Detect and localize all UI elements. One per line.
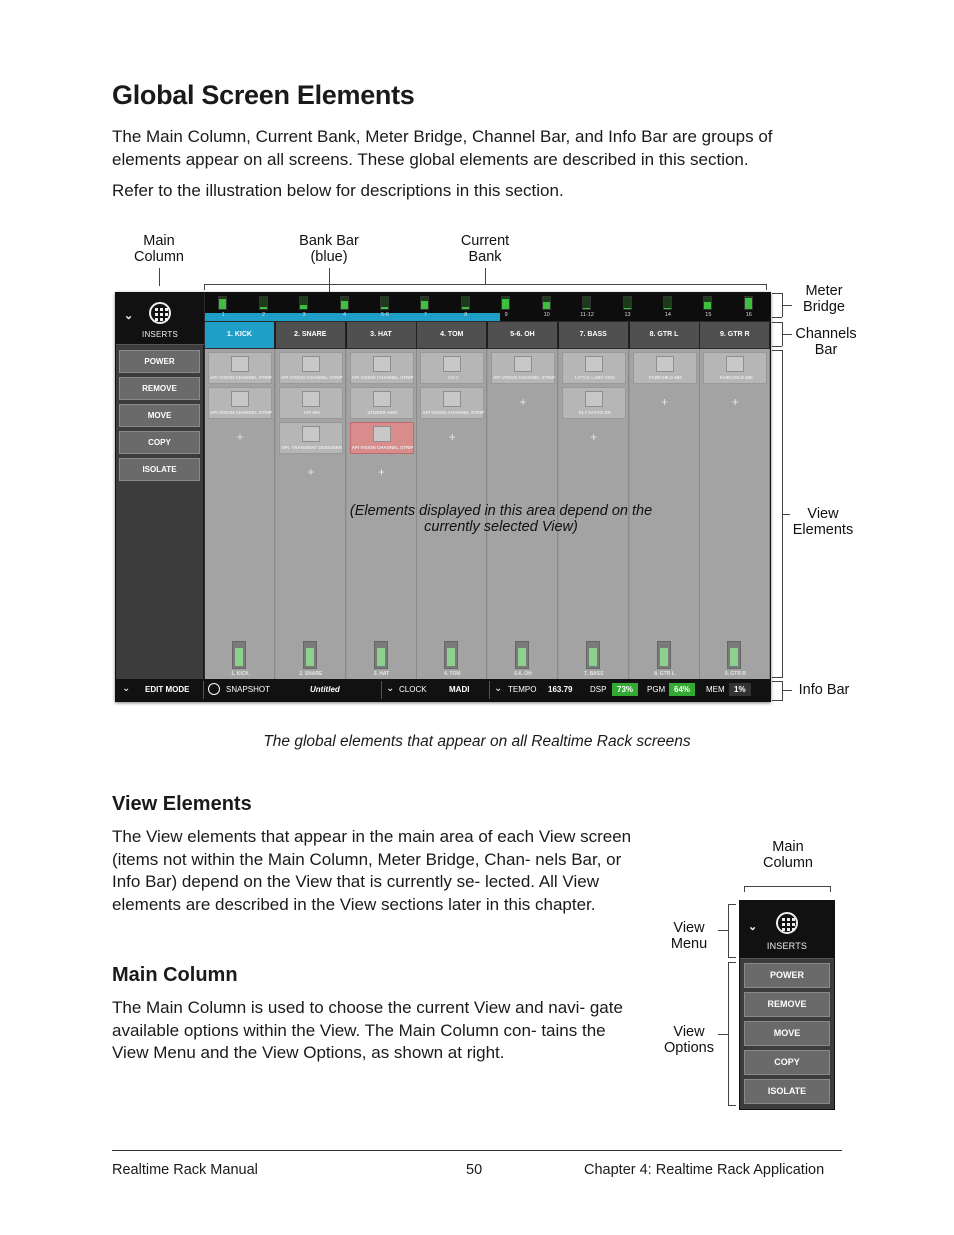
- fader-label: 2. SNARE: [299, 671, 323, 677]
- callout-channels-bar: Channels Bar: [795, 326, 857, 358]
- meter-number: 10: [543, 312, 550, 318]
- plus-icon: +: [590, 430, 598, 444]
- plugin-label: EL7 FATSO SR: [578, 410, 611, 415]
- empty-insert-slot[interactable]: [562, 422, 626, 454]
- channel-tab[interactable]: 9. GTR R: [700, 322, 770, 348]
- meter-number: 7: [423, 312, 427, 318]
- channel-fader[interactable]: [657, 641, 671, 669]
- meter-number: 5-6: [380, 312, 389, 318]
- meter-number: 13: [624, 312, 631, 318]
- channel-fader[interactable]: [232, 641, 246, 669]
- fader-label: 7. BASS: [584, 671, 604, 677]
- power-button[interactable]: POWER: [119, 350, 200, 373]
- mem-meter: 1%: [729, 683, 751, 696]
- channel-tab[interactable]: 5-6. OH: [488, 322, 558, 348]
- insert-slot[interactable]: [420, 387, 484, 419]
- meter-number: 4: [342, 312, 347, 318]
- view-elements-paragraph: The View elements that appear in the main area of each View screen (items not within the Main Column, Meter Bridge, Chan- nels Bar, or Info Bar) depend on the View that is currently se- lected. All View elements are described in the View sections later in this chapter.: [112, 827, 632, 914]
- plus-icon: +: [307, 465, 315, 479]
- tempo-label: TEMPO: [508, 685, 537, 694]
- intro-paragraph: The Main Column, Current Bank, Meter Bridge, Channel Bar, and Info Bar are groups of elements appear on all screens. These global elements are described in this section.: [112, 127, 773, 169]
- plugin-thumbnail: [231, 391, 249, 407]
- channel-fader[interactable]: [515, 641, 529, 669]
- insert-slot[interactable]: [491, 352, 555, 384]
- main-column-heading: Main Column: [112, 964, 238, 986]
- empty-insert-slot[interactable]: [633, 387, 697, 419]
- realtime-rack-screenshot: [115, 292, 771, 702]
- pgm-label: PGM: [647, 685, 666, 694]
- channel-fader[interactable]: [444, 641, 458, 669]
- pgm-meter: 64%: [669, 683, 695, 696]
- meter-number: 3: [302, 312, 306, 318]
- meter-segment: [340, 296, 349, 310]
- channel-tab[interactable]: 3. HAT: [347, 322, 417, 348]
- callout-main-column-2: Main Column: [763, 839, 813, 871]
- main-column-figure: [739, 900, 835, 1110]
- empty-insert-slot[interactable]: [279, 457, 343, 489]
- meter-segment: [501, 296, 510, 310]
- chevron-down-icon[interactable]: ⌄: [494, 683, 503, 694]
- isolate-button[interactable]: ISOLATE: [119, 458, 200, 481]
- insert-slot[interactable]: [703, 352, 767, 384]
- insert-slot[interactable]: [350, 352, 414, 384]
- plugin-thumbnail: [302, 391, 320, 407]
- meter-number: 8: [464, 312, 468, 318]
- channel-tab[interactable]: 7. BASS: [559, 322, 629, 348]
- fader-label: 1. KICK: [231, 671, 249, 677]
- empty-insert-slot[interactable]: [703, 387, 767, 419]
- callout-view-options: View Options: [664, 1024, 714, 1056]
- view-elements-heading: View Elements: [112, 793, 252, 815]
- chevron-down-icon[interactable]: ⌄: [748, 921, 758, 933]
- plus-icon: +: [236, 430, 244, 444]
- callout-view-elements: View Elements: [792, 506, 854, 538]
- fader-label: 9. GTR R: [724, 671, 746, 677]
- view-area-note: (Elements displayed in this area depend on the currently selected View): [349, 503, 653, 535]
- meter-segment: [380, 296, 389, 310]
- view-grid-icon: [776, 912, 798, 934]
- plus-icon: +: [660, 395, 668, 409]
- insert-slot[interactable]: [350, 387, 414, 419]
- plugin-thumbnail: [514, 356, 532, 372]
- isolate-button[interactable]: ISOLATE: [744, 1079, 830, 1104]
- plugin-label: CS-1: [448, 375, 459, 380]
- meter-number: 15: [705, 312, 712, 318]
- view-menu-label: INSERTS: [766, 941, 808, 951]
- insert-slot[interactable]: [350, 422, 414, 454]
- plugin-thumbnail: [656, 356, 674, 372]
- meter-number: 1: [221, 312, 225, 318]
- chevron-down-icon[interactable]: ⌄: [386, 683, 395, 694]
- tempo-value[interactable]: 163.79: [548, 685, 573, 694]
- plugin-thumbnail: [443, 356, 461, 372]
- insert-slot[interactable]: [633, 352, 697, 384]
- footer-rule: [112, 1150, 842, 1151]
- empty-insert-slot[interactable]: [350, 457, 414, 489]
- meter-segment: [623, 296, 632, 310]
- plugin-label: STUDER A800: [367, 410, 398, 415]
- plugin-thumbnail: [373, 426, 391, 442]
- plugin-label: API VISION CHANNEL STRIP: [280, 375, 343, 380]
- dsp-meter: 73%: [612, 683, 638, 696]
- meter-number: 9: [504, 312, 508, 318]
- footer-chapter: Chapter 4: Realtime Rack Application: [584, 1162, 825, 1178]
- snapshot-value[interactable]: Untitled: [310, 685, 340, 694]
- page-title: Global Screen Elements: [112, 80, 415, 110]
- channel-strip: [700, 349, 770, 679]
- callout-meter-bridge: Meter Bridge: [803, 283, 845, 315]
- meter-number: 11-12: [580, 312, 594, 318]
- main-column: [116, 293, 204, 679]
- meter-number: 16: [745, 312, 752, 318]
- channels-bar: [205, 322, 771, 348]
- footer-page-number: 50: [466, 1162, 483, 1178]
- mem-label: MEM: [706, 685, 725, 694]
- plugin-thumbnail: [302, 426, 320, 442]
- callout-info-bar: Info Bar: [798, 682, 850, 698]
- plugin-label: API VISION CHANNEL STRIP: [493, 375, 555, 380]
- clock-value[interactable]: MADI: [449, 685, 470, 694]
- intro-reference: Refer to the illustration below for descriptions in this section.: [112, 181, 564, 200]
- channel-fader[interactable]: [303, 641, 317, 669]
- plugin-label: FAIRCHILD 660: [649, 375, 682, 380]
- info-bar: [116, 679, 771, 701]
- meter-segment: [299, 296, 308, 310]
- plugin-label: FAIRCHILD 660: [719, 375, 753, 380]
- channel-fader[interactable]: [586, 641, 600, 669]
- plugin-thumbnail: [373, 356, 391, 372]
- plugin-label: API 560: [303, 410, 320, 415]
- view-grid-icon: [149, 302, 171, 324]
- leader-main-column: [159, 268, 160, 286]
- clock-label: CLOCK: [399, 685, 427, 694]
- channel-strip: [276, 349, 346, 679]
- callout-view-menu: View Menu: [670, 920, 708, 952]
- meter-segment: [461, 296, 470, 310]
- plugin-thumbnail: [302, 356, 320, 372]
- insert-slot[interactable]: [420, 352, 484, 384]
- fader-label: 4. TOM: [443, 671, 461, 677]
- chevron-down-icon[interactable]: ⌄: [122, 683, 131, 694]
- plugin-thumbnail: [585, 391, 603, 407]
- meter-segment: [582, 296, 591, 310]
- snapshot-icon: [208, 683, 220, 695]
- main-column-paragraph: The Main Column is used to choose the current View and navi- gate available options within the View. The Main Column con- tains the View Menu and the View Options, as shown at right.: [112, 998, 623, 1062]
- remove-button[interactable]: REMOVE: [119, 377, 200, 400]
- view-menu-label: INSERTS: [142, 330, 178, 339]
- empty-insert-slot[interactable]: [420, 422, 484, 454]
- dsp-label: DSP: [590, 685, 607, 694]
- channel-strip: [205, 349, 275, 679]
- plugin-thumbnail: [443, 391, 461, 407]
- channel-fader[interactable]: [727, 641, 741, 669]
- fader-label: 5-6. OH: [514, 671, 532, 677]
- plugin-label: SPL TRANSIENT DESIGNER: [281, 445, 342, 450]
- empty-insert-slot[interactable]: [491, 387, 555, 419]
- plugin-thumbnail: [726, 356, 744, 372]
- view-menu[interactable]: [740, 901, 834, 959]
- plus-icon: +: [377, 465, 385, 479]
- plugin-label: API VISION CHANNEL STRIP: [210, 410, 272, 415]
- move-button[interactable]: MOVE: [119, 404, 200, 427]
- meter-segment: [542, 296, 551, 310]
- meter-segment: [744, 296, 753, 310]
- plus-icon: +: [448, 430, 456, 444]
- channel-tab[interactable]: 8. GTR L: [630, 322, 700, 348]
- insert-slot[interactable]: [279, 352, 343, 384]
- meter-number: 14: [664, 312, 671, 318]
- remove-button[interactable]: REMOVE: [744, 992, 830, 1017]
- empty-insert-slot[interactable]: [208, 422, 272, 454]
- insert-slot[interactable]: [279, 387, 343, 419]
- plugin-label: API VISION CHANNEL STRIP: [351, 445, 414, 450]
- plugin-label: API VISION CHANNEL STRIP: [210, 375, 272, 380]
- meter-segment: [703, 296, 712, 310]
- edit-mode-button[interactable]: EDIT MODE: [145, 685, 190, 694]
- plus-icon: +: [731, 395, 739, 409]
- plugin-label: API VISION CHANNEL STRIP: [422, 410, 485, 415]
- chevron-down-icon[interactable]: ⌄: [124, 310, 134, 322]
- figure-caption: The global elements that appear on all Realtime Rack screens: [263, 733, 691, 750]
- snapshot-label: SNAPSHOT: [226, 685, 271, 694]
- insert-slot[interactable]: [562, 387, 626, 419]
- view-menu[interactable]: [116, 293, 204, 345]
- callout-current-bank: Current Bank: [460, 233, 510, 265]
- insert-slot[interactable]: [208, 352, 272, 384]
- plugin-thumbnail: [373, 391, 391, 407]
- plugin-thumbnail: [585, 356, 603, 372]
- plus-icon: +: [519, 395, 527, 409]
- insert-slot[interactable]: [562, 352, 626, 384]
- meter-overlay: [205, 293, 771, 321]
- channel-tab[interactable]: 2. SNARE: [276, 322, 346, 348]
- callout-bank-bar: Bank Bar (blue): [299, 233, 359, 265]
- fader-label: 3. HAT: [373, 671, 390, 677]
- bracket-current-bank: [204, 284, 767, 285]
- plugin-label: API VISION CHANNEL STRIP: [351, 375, 414, 380]
- fader-label: 8. GTR L: [654, 671, 675, 677]
- plugin-label: LITTLE LABS VOG: [574, 375, 615, 380]
- callout-main-column: Main Column: [134, 233, 184, 265]
- channel-tab[interactable]: 1. KICK: [205, 322, 275, 348]
- channel-tab[interactable]: 4. TOM: [417, 322, 487, 348]
- meter-number: 2: [262, 312, 266, 318]
- power-button[interactable]: POWER: [744, 963, 830, 988]
- insert-slot[interactable]: [208, 387, 272, 419]
- move-button[interactable]: MOVE: [744, 1021, 830, 1046]
- copy-button[interactable]: COPY: [744, 1050, 830, 1075]
- footer-manual-title: Realtime Rack Manual: [112, 1162, 258, 1178]
- meter-segment: [420, 296, 429, 310]
- meter-segment: [218, 296, 227, 310]
- meter-segment: [663, 296, 672, 310]
- plugin-thumbnail: [231, 356, 249, 372]
- meter-segment: [259, 296, 268, 310]
- channel-fader[interactable]: [374, 641, 388, 669]
- insert-slot[interactable]: [279, 422, 343, 454]
- copy-button[interactable]: COPY: [119, 431, 200, 454]
